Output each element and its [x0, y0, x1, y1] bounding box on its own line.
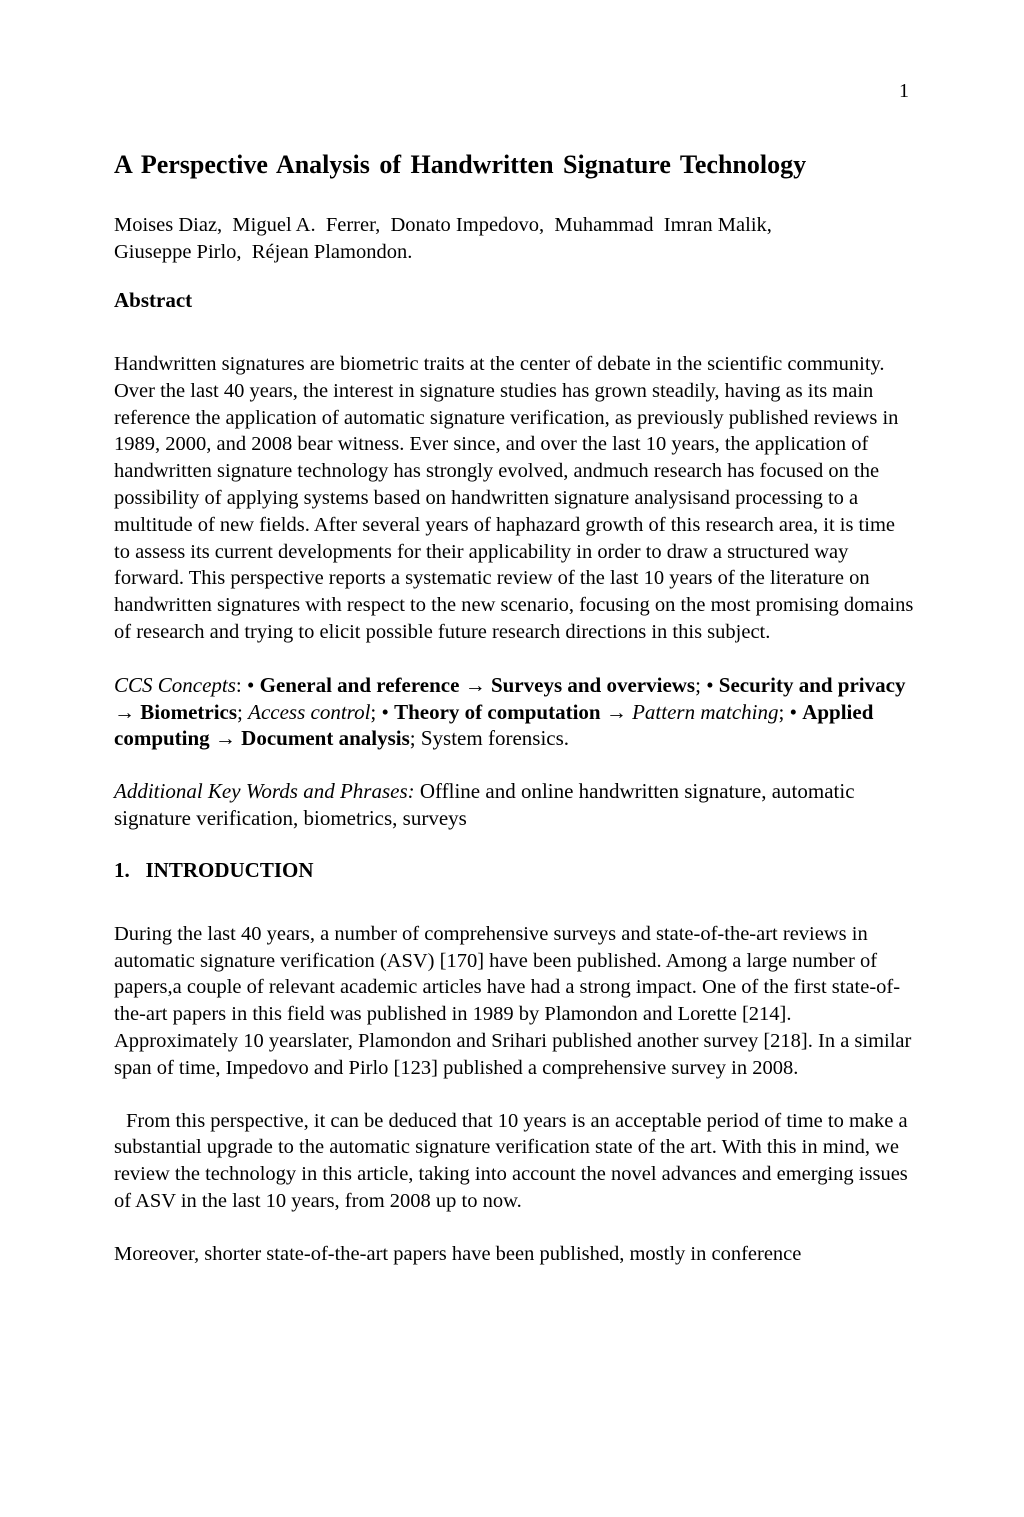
intro-paragraph-1: During the last 40 years, a number of comprehensive surveys and state-of-the-art reviews in automatic signature verification (ASV) [170] have been published. Among a large number of papers,a couple of relevant academic articles have had a strong impact. One of the first state-of-the-art papers in this field was published in 1989 by Plamondon and Lorette [214]. Approximately 10 yearslater, Plamondon and Srihari published another survey [218]. In a similar span of time, Impedovo and Pirlo [123] published a comprehensive survey in 2008.	[114, 922, 912, 1079]
additional-keywords	[114, 778, 914, 832]
page-number: 1	[899, 80, 909, 102]
ccs-sep: ; •	[695, 672, 719, 697]
paper-title: A Perspective Analysis of Handwritten Signature Technology	[114, 150, 807, 179]
abstract-text: Handwritten signatures are biometric traits at the center of debate in the scientific community. Over the last 40 years, the interest in signature studies has grown steadily, having as its main reference the application of automatic signature verification, as previously published reviews in 1989, 2000, and 2008 bear witness. Ever since, and over the last 10 years, the application of handwritten signature technology has strongly evolved, andmuch research has focused on the possibility of applying systems based on handwritten signature analysisand processing to a multitude of new fields. After several years of haphazard growth of this research area, it is time to assess its current developments for their applicability in order to draw a structured way forward. This perspective reports a systematic review of the last 10 years of the literature on handwritten signatures with respect to the new scenario, focusing on the most promising domains of research and trying to elicit possible future research directions in this subject.	[114, 353, 914, 643]
ccs-concepts	[114, 672, 914, 752]
ccs-sep: ;	[409, 726, 421, 751]
intro-paragraph-3: Moreover, shorter state-of-the-art papers have been published, mostly in conference	[114, 1242, 802, 1265]
section-heading-introduction: 1. INTRODUCTION	[114, 857, 314, 882]
ccs-sep: ; •	[778, 699, 803, 724]
ccs-sep: : •	[235, 672, 260, 697]
keywords-text: Offline and online handwritten signature, automatic signature verification, biometrics, surveys	[114, 779, 855, 830]
ccs-concept: Security and privacy → Biometrics	[114, 672, 906, 724]
ccs-concept: Access control	[248, 699, 371, 724]
ccs-concept: System forensics.	[420, 726, 570, 751]
paper-body	[114, 150, 914, 1294]
ccs-sep: ; •	[370, 699, 395, 724]
ccs-sep: ;	[237, 699, 249, 724]
ccs-label: CCS Concepts	[114, 672, 236, 697]
author-line-2: Giuseppe Pirlo, Réjean Plamondon.	[114, 241, 413, 263]
author-line-1: Moises Diaz, Miguel A. Ferrer, Donato Impedovo, Muhammad Imran Malik,	[114, 214, 772, 236]
ccs-concept: Applied computing → Document analysis	[114, 699, 874, 751]
ccs-concept: General and reference → Surveys and overviews	[259, 672, 696, 697]
abstract-heading: Abstract	[114, 288, 193, 312]
keywords-label: Additional Key Words and Phrases:	[114, 779, 415, 804]
author-list	[114, 212, 914, 266]
intro-paragraph-2: From this perspective, it can be deduced that 10 years is an acceptable period of time to make a substantial upgrade to the automatic signature verification state of the art. With this in mind, we review the technology in this article, taking into account the novel advances and emerging issues of ASV in the last 10 years, from 2008 up to now.	[114, 1109, 908, 1212]
ccs-concept: Pattern matching	[632, 699, 779, 724]
ccs-concept: Theory of computation →	[394, 699, 633, 724]
